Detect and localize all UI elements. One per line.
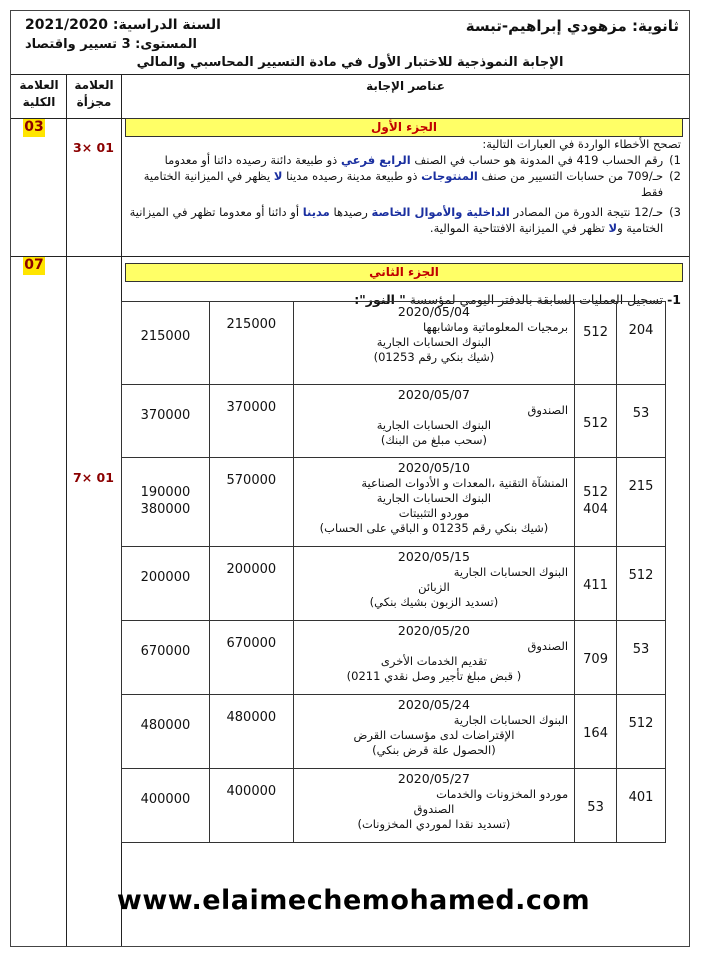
item-highlight: الرابع فرعي [340, 153, 411, 167]
col-answer-elements: عناصر الإجابة [366, 79, 445, 93]
debit-account-name: البنوك الحسابات الجارية [453, 565, 569, 579]
credit-account-name: البنوك الحسابات الجارية [376, 491, 492, 505]
debit-account-number: 53 [632, 406, 650, 421]
item-text: أو دائنا أو معدوما تظهر في الميزانية الختامية و [129, 205, 664, 235]
debit-amount: 400000 [226, 784, 277, 799]
debit-amount-cell [209, 547, 293, 621]
item-text: يظهر في الميزانية الختامية فقط [143, 169, 664, 199]
col-total-mark: العلامة الكلية [19, 78, 59, 109]
item-text: حـ/709 من حسابات التسيير من صنف [481, 169, 664, 183]
credit-account-number: 411 [583, 578, 608, 593]
part1-total-mark: 03 [24, 119, 44, 135]
journal-entry [122, 547, 666, 621]
part1-intro: تصحح الأخطاء الواردة في العبارات التالية: [482, 137, 681, 151]
part1-content [125, 136, 681, 236]
credit-account-name: الصندوق [413, 802, 455, 816]
question-text: تسجيل العمليات السابقة بالدفتر اليومي لمؤسسة [409, 292, 664, 307]
part1-item-1 [125, 152, 681, 168]
debit-account-number-cell [617, 302, 666, 385]
debit-account-number: 512 [628, 568, 654, 583]
credit-account-name: الزبائن [418, 580, 450, 594]
journal-entry [122, 302, 666, 385]
credit-account-number: 709 [583, 652, 608, 667]
debit-amount-cell [209, 385, 293, 458]
item-highlight: لا [273, 169, 283, 183]
debit-amount: 215000 [226, 317, 277, 332]
debit-account-number: 215 [628, 479, 654, 494]
entry-description-cell [293, 769, 574, 843]
credit-account-number: 404 [583, 502, 608, 517]
entry-description-cell [293, 385, 574, 458]
entry-note: (تسديد نقدا لموردي المخزونات) [357, 817, 511, 831]
journal-entry [122, 621, 666, 695]
debit-account-name: الصندوق [527, 639, 569, 653]
debit-account-number-cell [617, 695, 666, 769]
debit-amount-cell [209, 695, 293, 769]
journal-table [121, 301, 666, 843]
debit-account-number-cell [617, 458, 666, 547]
debit-amount-cell [209, 769, 293, 843]
credit-account-number-cell [575, 458, 617, 547]
credit-account-number: 512 [583, 485, 608, 500]
debit-account-number: 53 [632, 642, 650, 657]
entry-description-cell [293, 621, 574, 695]
credit-account-name: موردو التثبيتات [398, 506, 470, 520]
credit-amount-cell [122, 547, 210, 621]
debit-amount: 200000 [226, 562, 277, 577]
credit-account-name: الإقتراضات لدى مؤسسات القرض [353, 728, 515, 742]
part-divider [11, 256, 689, 257]
item-highlight: مدينا [302, 205, 330, 219]
part1-title: الجزء الأول [125, 118, 683, 137]
credit-amount: 480000 [140, 718, 191, 733]
debit-account-name: موردو المخزونات والخدمات [436, 787, 569, 801]
debit-amount: 480000 [226, 710, 277, 725]
school-year: السنة الدراسية: 2021/2020 [25, 17, 221, 33]
part1-item-3 [125, 204, 681, 236]
debit-account-number-cell [617, 621, 666, 695]
debit-account-name: الصندوق [527, 403, 569, 417]
credit-account-name: تقديم الخدمات الأخرى [380, 654, 487, 668]
school-name: ثانوية: مزهودي إبراهيم-تبسة [465, 17, 679, 35]
entry-date: 2020/05/27 [397, 771, 470, 786]
credit-amount-cell [122, 695, 210, 769]
item-number: 3) [669, 205, 681, 219]
item-text: رقم الحساب 419 في المدونة هو حساب في الصنف [414, 153, 664, 167]
credit-amount: 215000 [140, 329, 191, 344]
credit-account-number: 512 [583, 325, 608, 340]
header-divider [11, 74, 689, 75]
debit-amount-cell [209, 302, 293, 385]
item-text: تظهر في الميزانية الافتتاحية الموالية. [429, 221, 605, 235]
credit-account-name: البنوك الحسابات الجارية [376, 335, 492, 349]
credit-amount-cell [122, 621, 210, 695]
entry-description-cell [293, 302, 574, 385]
credit-account-number-cell [575, 621, 617, 695]
entry-note: (شيك بنكي رقم 01253) [373, 350, 495, 364]
debit-account-number: 204 [628, 323, 654, 338]
entry-date: 2020/05/04 [397, 304, 470, 319]
journal-entry [122, 769, 666, 843]
debit-account-number: 401 [628, 790, 654, 805]
part2-partial-mark: 7× 01 [73, 470, 114, 485]
debit-account-number-cell [617, 385, 666, 458]
col-partial-mark: العلامة مجزأة [74, 78, 114, 109]
entry-note: (الحصول علة قرض بنكي) [372, 743, 496, 757]
entry-note: (شيك بنكي رقم 01235 و الباقي على الحساب) [319, 521, 549, 535]
credit-amount: 190000 [140, 485, 191, 500]
entry-note: ( قبض مبلغ تأجير وصل نقدي 0211) [346, 669, 522, 683]
credit-account-number-cell [575, 302, 617, 385]
part1-partial-mark: 3× 01 [73, 140, 114, 155]
credit-account-number-cell [575, 769, 617, 843]
website-watermark: www.elaimechemohamed.com [116, 885, 591, 916]
class-level: المستوى: 3 تسيير واقتصاد [25, 37, 198, 52]
item-text: رصيدها [333, 205, 368, 219]
credit-amount-cell [122, 769, 210, 843]
company-name: " النور": [354, 292, 406, 307]
debit-account-number-cell [617, 547, 666, 621]
debit-amount-cell [209, 458, 293, 547]
entry-date: 2020/05/20 [397, 623, 470, 638]
entry-description-cell [293, 458, 574, 547]
credit-amount: 400000 [140, 792, 191, 807]
debit-account-name: برمجيات المعلوماتية وماشابهها [423, 320, 569, 334]
credit-account-number-cell [575, 385, 617, 458]
part1-item-2 [125, 168, 681, 200]
credit-account-number: 512 [583, 416, 608, 431]
entry-description-cell [293, 547, 574, 621]
item-text: ذو طبيعة مدينة رصيده مدينا [286, 169, 418, 183]
debit-account-name: المنشآة التقنية ،المعدات و الأدوات الصناعية [361, 476, 569, 490]
debit-account-name: البنوك الحسابات الجارية [453, 713, 569, 727]
credit-account-number: 164 [583, 726, 608, 741]
credit-account-number: 53 [587, 800, 604, 815]
debit-amount: 670000 [226, 636, 277, 651]
document-title: الإجابة النموذجية للاختبار الأول في مادة التسيير المحاسبي والمالي [136, 55, 564, 70]
credit-amount: 370000 [140, 408, 191, 423]
entry-description-cell [293, 695, 574, 769]
part2-total-mark: 07 [24, 257, 44, 273]
entry-note: (سحب مبلغ من البنك) [380, 433, 487, 447]
item-highlight: الداخلية والأموال الخاصة [371, 205, 510, 219]
debit-account-number: 512 [628, 716, 654, 731]
entry-date: 2020/05/07 [397, 387, 470, 402]
entry-date: 2020/05/15 [397, 549, 470, 564]
credit-account-number-cell [575, 695, 617, 769]
entry-note: (تسديد الزبون بشيك بنكي) [369, 595, 499, 609]
entry-date: 2020/05/10 [397, 460, 470, 475]
item-number: 2) [669, 169, 681, 183]
credit-amount: 380000 [140, 502, 191, 517]
journal-entry [122, 385, 666, 458]
item-number: 1) [669, 153, 681, 167]
credit-account-name: البنوك الحسابات الجارية [376, 418, 492, 432]
question-number: 1- [667, 292, 681, 307]
part2-title: الجزء الثاني [125, 263, 683, 282]
item-highlight: لا [608, 221, 618, 235]
credit-account-number-cell [575, 547, 617, 621]
debit-amount-cell [209, 621, 293, 695]
journal-entry [122, 458, 666, 547]
debit-account-number-cell [617, 769, 666, 843]
item-text: حـ/12 نتيجة الدورة من المصادر [513, 205, 664, 219]
journal-entry [122, 695, 666, 769]
debit-amount: 370000 [226, 400, 277, 415]
item-highlight: المنتوجات [421, 169, 478, 183]
credit-amount-cell [122, 302, 210, 385]
credit-amount-cell [122, 458, 210, 547]
debit-amount: 570000 [226, 473, 277, 488]
credit-amount: 670000 [140, 644, 191, 659]
item-text: ذو طبيعة دائنة رصيده دائنا أو معدوما [164, 153, 338, 167]
credit-amount: 200000 [140, 570, 191, 585]
credit-amount-cell [122, 385, 210, 458]
entry-date: 2020/05/24 [397, 697, 470, 712]
column-divider-total [66, 74, 67, 946]
